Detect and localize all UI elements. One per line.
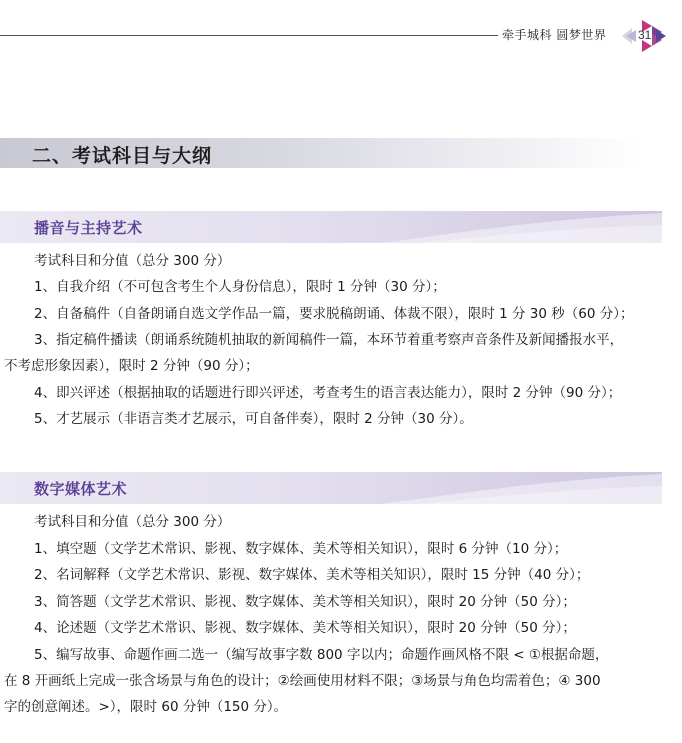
header-slogan: 牵手城科 圆梦世界 [502, 28, 607, 42]
section-line: 5、才艺展示（非语言类才艺展示，可自备伴奏），限时 2 分钟（30 分）。 [34, 411, 473, 427]
section-line: 1、自我介绍（不可包含考生个人身份信息），限时 1 分钟（30 分）； [34, 279, 446, 295]
swoosh-decoration-icon [380, 211, 662, 243]
section-line: 考试科目和分值（总分 300 分） [34, 253, 231, 269]
section-line: 不考虑形象因素），限时 2 分钟（90 分）； [4, 358, 259, 374]
main-heading-text: 二、考试科目与大纲 [32, 145, 213, 167]
section-line: 4、论述题（文学艺术常识、影视、数字媒体、美术等相关知识），限时 20 分钟（50 分）； [34, 620, 576, 636]
swoosh-decoration-icon [380, 472, 662, 504]
section-line: 字的创意阐述。>），限时 60 分钟（150 分）。 [4, 699, 288, 715]
section-title: 数字媒体艺术 [34, 480, 128, 498]
section-line: 2、名词解释（文学艺术常识、影视、数字媒体、美术等相关知识），限时 15 分钟（40 分）； [34, 567, 590, 583]
page-number: 31 [638, 28, 652, 42]
section-title: 播音与主持艺术 [34, 219, 143, 237]
section-heading-digital-media [0, 472, 662, 504]
section-line: 5、编写故事、命题作画二选一（编写故事字数 800 字以内；命题作画风格不限 < ①根据命题， [34, 647, 609, 663]
section-line: 考试科目和分值（总分 300 分） [34, 514, 231, 530]
section-line: 1、填空题（文学艺术常识、影视、数字媒体、美术等相关知识），限时 6 分钟（10 分）； [34, 541, 568, 557]
section-line: 2、自备稿件（自备朗诵自选文学作品一篇，要求脱稿朗诵、体裁不限），限时 1 分 30 秒（60 分）； [34, 306, 634, 322]
header-rule [0, 35, 498, 36]
section-line: 在 8 开画纸上完成一张含场景与角色的设计；②绘画使用材料不限；③场景与角色均需着色；④ 300 [4, 673, 601, 689]
section-heading-broadcasting [0, 211, 662, 243]
section-line: 3、简答题（文学艺术常识、影视、数字媒体、美术等相关知识），限时 20 分钟（50 分）； [34, 594, 576, 610]
section-line: 4、即兴评述（根据抽取的话题进行即兴评述，考查考生的语言表达能力），限时 2 分钟（90 分）； [34, 385, 622, 401]
main-heading [0, 138, 640, 168]
section-line: 3、指定稿件播读（朗诵系统随机抽取的新闻稿件一篇，本环节着重考察声音条件及新闻播报水平， [34, 332, 624, 348]
